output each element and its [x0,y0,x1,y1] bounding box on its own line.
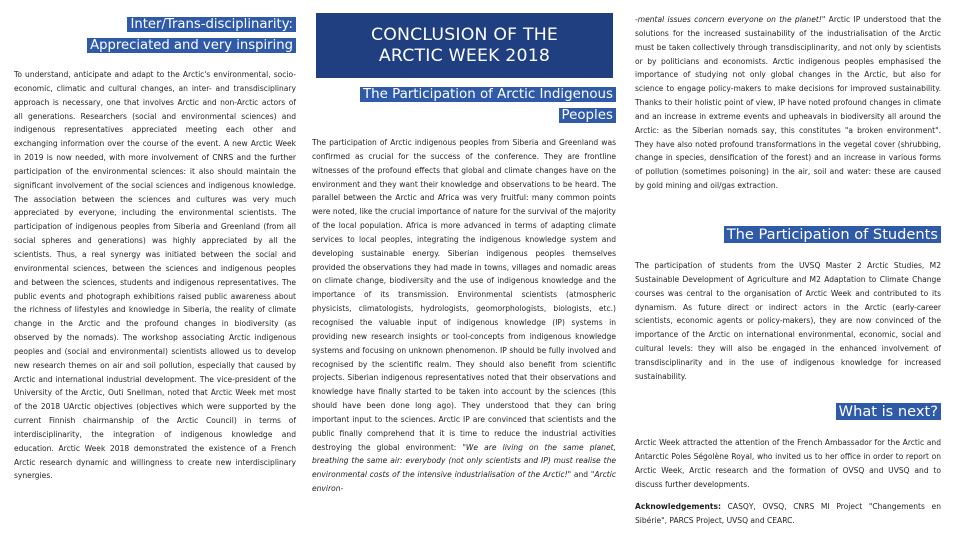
heading-interdisciplinarity [14,13,296,54]
heading-line-2: Appreciated and very inspiring [87,38,296,53]
what-is-next-heading-text: What is next? [836,403,941,420]
quote-end: -mental issues concern everyone on the planet!" [635,15,826,24]
column-students-and-next [635,0,941,540]
heading-students [635,224,941,245]
indigenous-paragraph-continued [635,13,941,193]
acknowledgements-label: Acknowledgements: [635,502,721,511]
students-heading-text: The Participation of Students [724,226,941,243]
heading-what-is-next [635,401,941,422]
page-title-line-2: ARCTIC WEEK 2018 [378,45,551,66]
heading-line-2: Peoples [559,108,616,123]
indigenous-quote: "We are living on the same planet, breathing the same air: everybody (not only scientists and IP) must realise the environmental costs of the intensive industrialisation of the Arctic!" [312,442,616,480]
indigenous-quote-continued: "Arctic environ- [312,470,616,494]
what-is-next-paragraph: Arctic Week attracted the attention of the French Ambassador for the Arctic and Antarctic Poles Ségolène Royal, who invited us to her office in order to report on Arctic Week, Arctic research and the formation of OVSQ and UVSQ and to discuss further developments. [635,438,941,489]
students-paragraph: The participation of students from the UVSQ Master 2 Arctic Studies, M2 Sustainable Development of Agriculture and M2 Adaptation to Climate Change courses was central to the organisation of Arctic Week and contributed to its dynamism. As future direct or indirect actors in the Arctic (early-career scientists, economic agents or policy-makers), they are now convinced of the importance of the Arctic on international environmental, economic, social and cultural levels: they will also be engaged in the enhanced involvement of transdisciplinarity and in the use of indigenous knowledge for increased sustainability. [635,261,941,381]
heading-indigenous-peoples [312,83,616,125]
column-interdisciplinarity [14,0,296,540]
column-indigenous-peoples [312,0,616,540]
indigenous-and: and [571,470,591,480]
page-title-line-1: CONCLUSION OF THE [370,24,559,45]
indigenous-body-text: The participation of Arctic indigenous peoples from Siberia and Greenland was confirmed as crucial for the success of the conference. They are frontline witnesses of the profound effects that global and climate changes have on the environment and they want their knowledge and observations to be heard. The parallel between the Arctic and Africa was very fruitful: many common points were noted, like the crucial importance of nature for the survival of the majority of the local population. Africa is more advanced in terms of adapting climate services to local peoples, integrating the indigenous knowledge system and developing sustainable energy. Siberian indigenous peoples themselves provided the observations they had made in towns, villages and nomadic areas on climate change, biodiversity and the use of indigenous knowledge and the importance of its transmission. Environmental scientists (atmospheric physicists, climatologists, hydrologists, geomorphologists, biologists, etc.) recognised the valuable input of indigenous knowledge (IP) systems in providing new research insights or tool-concepts from indigenous knowledge systems and focusing on unknown phenomenon. IP should be fully involved and recognised by the scientific realm. They should also benefit from scientific projects. Siberian indigenous representatives noted that their observations and knowledge have finally started to be taken into account by the sciences (this should have been done long ago). They understood that they can bring important input to the sciences. Arctic IP are convinced that scientists and the public finally comprehend that it is time to reduce the industrial activities destroying the global environment: [312,138,616,452]
acknowledgements-paragraph [635,500,941,528]
heading-line-1: The Participation of Arctic Indigenous [360,87,616,102]
indigenous-peoples-paragraph [312,136,616,496]
heading-line-1: Inter/Trans-disciplinarity: [127,17,296,32]
interdisciplinarity-paragraph: To understand, anticipate and adapt to the Arctic's environmental, socio-economic, climatic and cultural changes, an inter- and transdisciplinary approach is necessary, one that involves Arctic and non-Arctic actors of all generations. Researchers (social and environmental sciences) and indigenous representatives appreciated meeting each other and exchanging information over the course of the event. A new Arctic Week in 2019 is now needed, with more involvement of CNRS and the further participation of the environmental sciences: it also should maintain the significant involvement of the social sciences and indigenous knowledge. The association between the sciences and cultures was very much appreciated by everyone, including the environmental scientists. The participation of indigenous peoples from Siberia and Greenland (from all social spheres and generations) was highly appreciated by all the scientists. Thus, a real synergy was initiated between the social and environmental sciences, between the sciences and indigenous peoples and between the sciences, students and indigenous representatives. The public events and photograph exhibitions raised public awareness about the richness of lifestyles and knowledge in Siberia, the reality of climate change in the Arctic and the profound changes in biodiversity (as observed by the nomads). The workshop associating Arctic indigenous peoples and (social and environmental) scientists allowed us to develop new research themes on air and soil pollution, especially that caused by Arctic and international industrial development. The vice-president of the University of the Arctic, Outi Snellman, noted that Arctic Week met most of the 2018 UArctic objectives (objectives which were supported by the current Finnish chairmanship of the Arctic Council) in terms of interdisciplinarity, the integration of indigenous knowledge and education. Arctic Week 2018 demonstrated the existence of a French Arctic research dynamic and willingness to create new interdisciplinary synergies. [14,70,296,481]
continued-body-text: Arctic IP understood that the solutions for the increased sustainability of the industrialisation of the Arctic must be taken collectively through transdisciplinarity, and not only by scientists or by politicians and economists. Arctic indigenous peoples emphasised the importance of studying not only global changes in the Arctic, but also for science to engage policy-makers to make decisions for improved sustainability. Thanks to their holistic point of view, IP have noted profound changes in climate and an increase in extreme events and upheavals in biodiversity all around the Arctic: as the Siberian nomads say, this constitutes "a broken environment". They have also noted profound transformations in the vegetal cover (shrubbing, change in species, densification of the forest) and an increase in various forms of pollution (sometimes poisoning) in the air, soil and water: these are caused by gold mining and oil/gas extraction. [635,15,941,191]
acknowledgements-text: CASQY, OVSQ, CNRS MI Project "Changements en Sibérie", PARCS Project, UVSQ and CEARC. [635,502,941,525]
